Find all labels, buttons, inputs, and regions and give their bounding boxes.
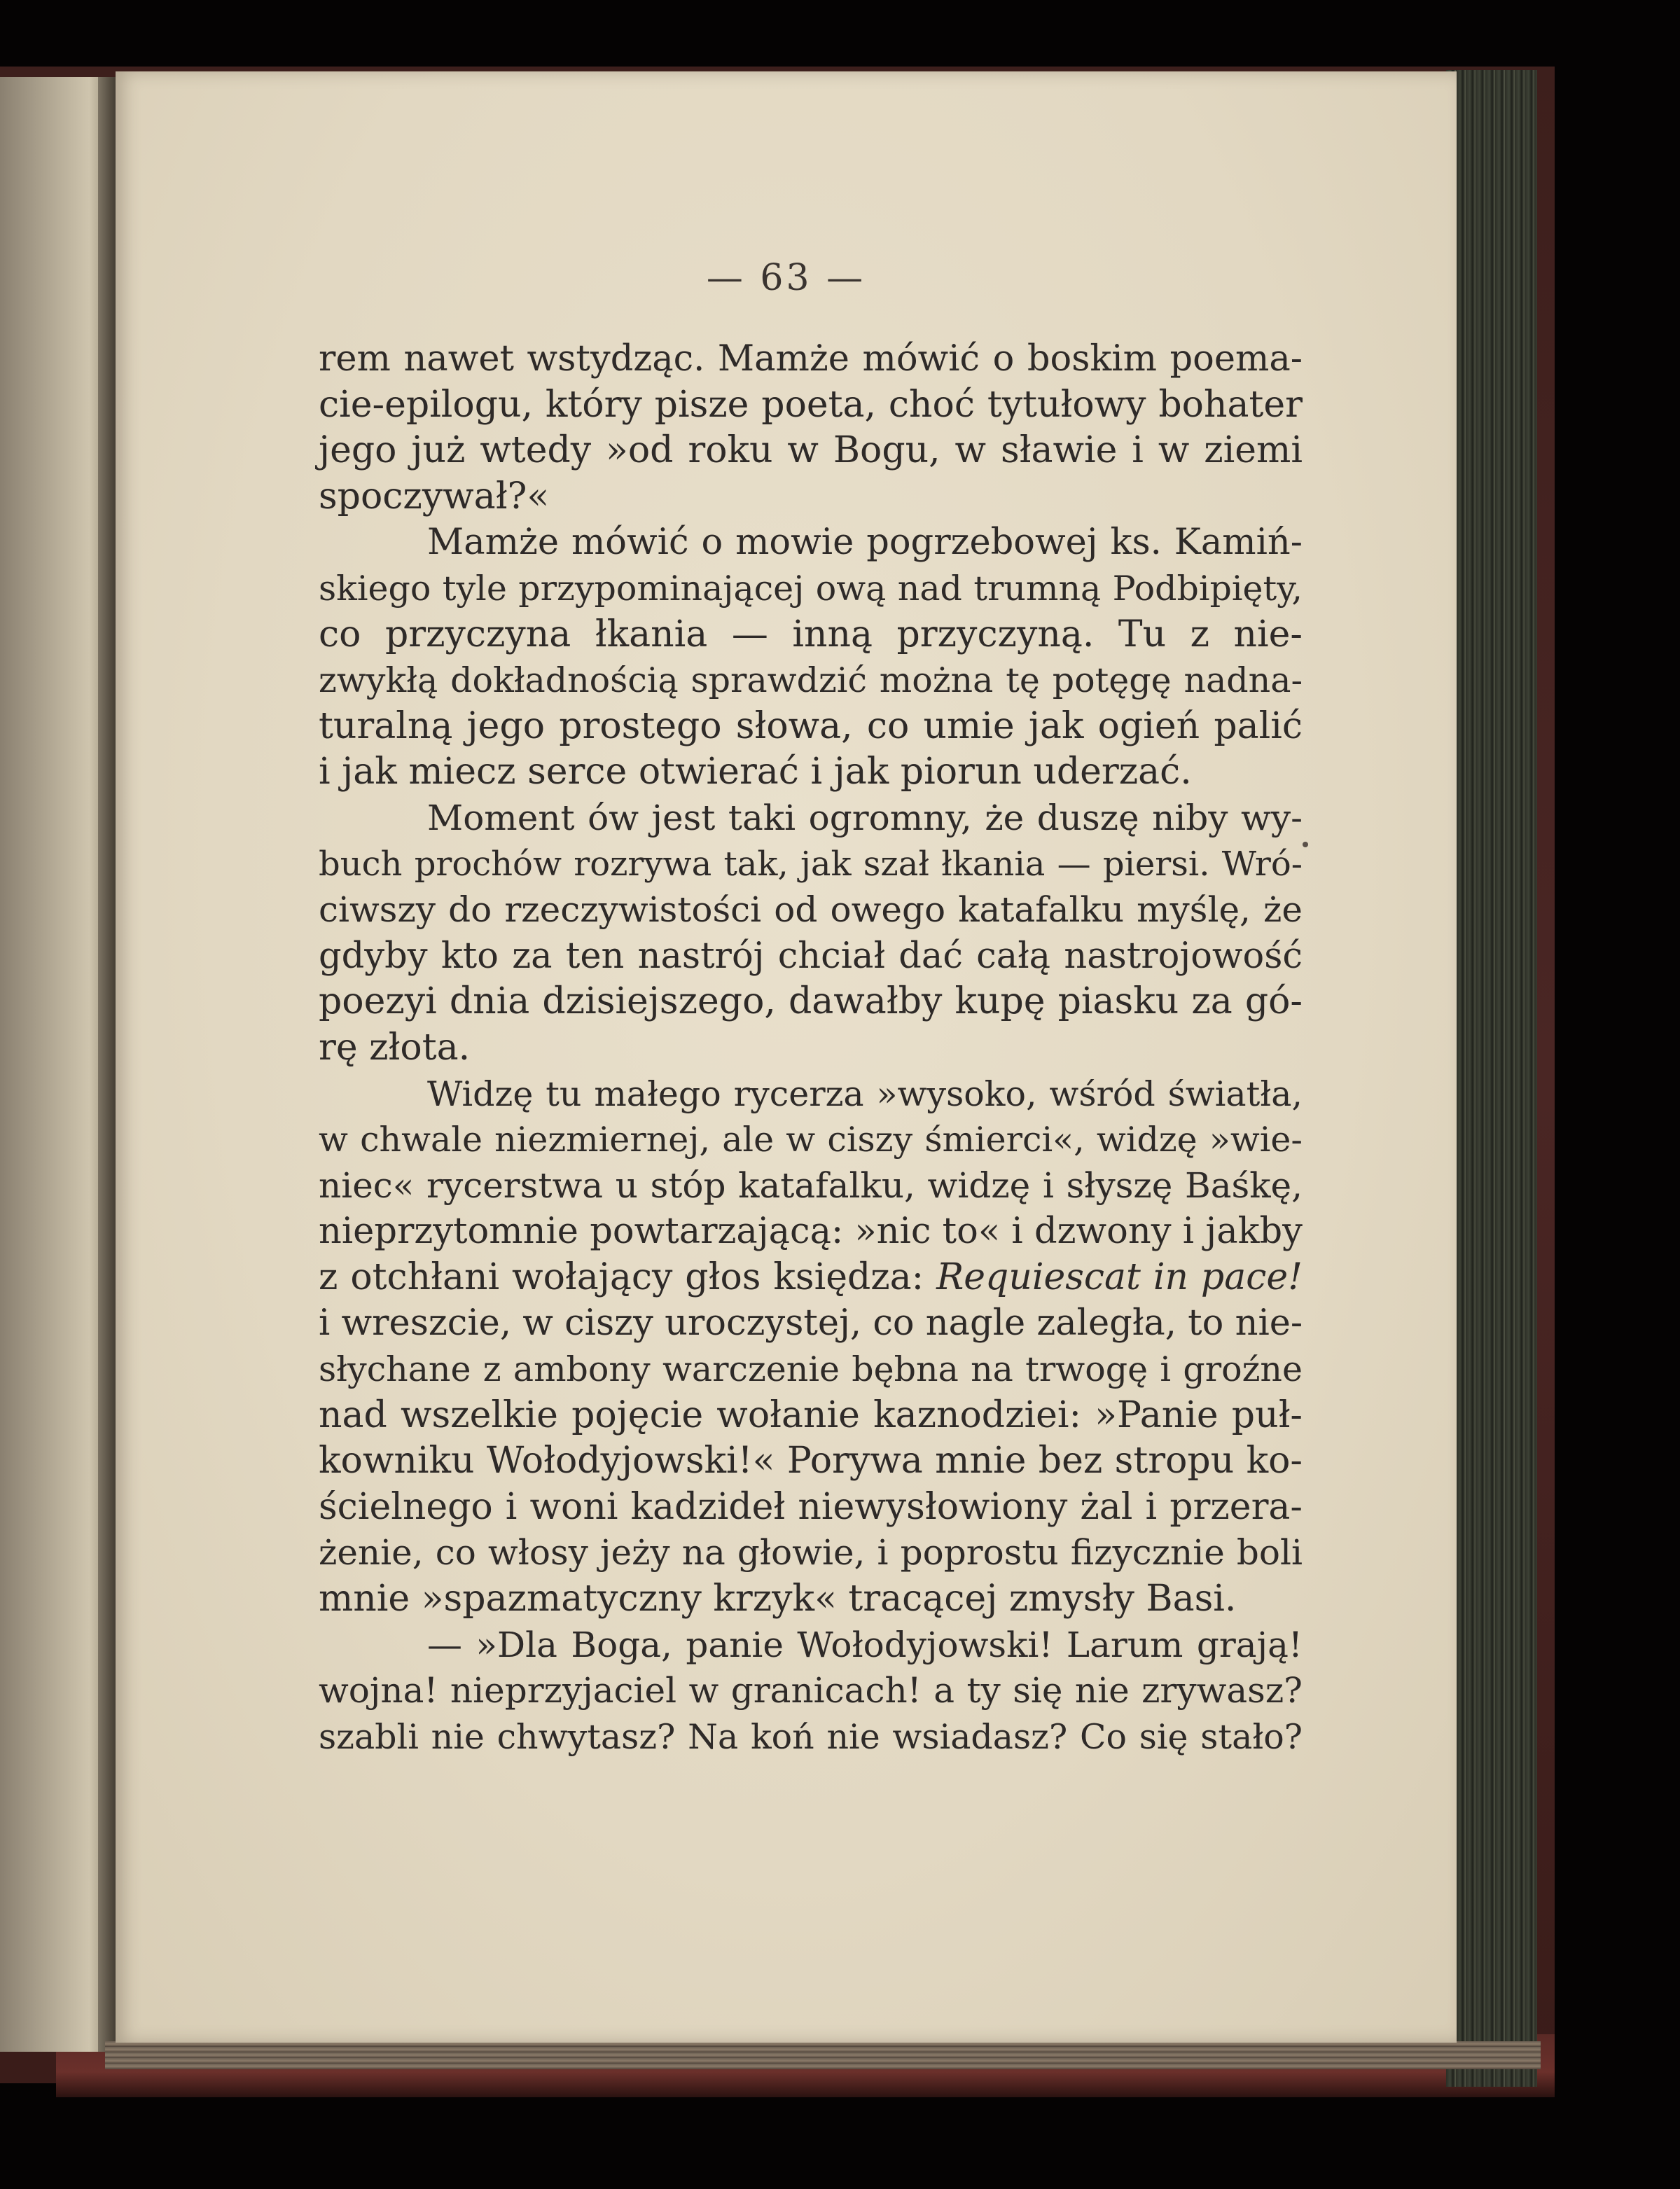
text-line — [319, 704, 1303, 750]
book-page — [116, 71, 1457, 2043]
text-line — [319, 336, 1303, 382]
text-line-content: zwykłą dokładnością sprawdzić można tę potęgę nadna- — [319, 660, 1303, 701]
facing-page-edge — [0, 77, 105, 2052]
text-line — [319, 428, 1303, 474]
text-line — [319, 1117, 1303, 1163]
text-line — [319, 979, 1303, 1025]
page-number: — 63 — — [706, 257, 866, 299]
text-line — [319, 1622, 1303, 1669]
text-line-content: co przyczyna łkania — inną przyczyną. Tu z nie- — [319, 613, 1303, 655]
page-block-bottom-edges — [105, 2041, 1541, 2069]
text-line — [319, 1714, 1303, 1760]
text-line — [319, 1393, 1303, 1439]
text-line-content: turalną jego prostego słowa, co umie jak ogień palić — [319, 704, 1303, 747]
text-line — [319, 749, 1303, 795]
text-line — [319, 1300, 1303, 1347]
text-line — [319, 1485, 1303, 1531]
text-line-content: spoczywał?« — [319, 475, 550, 517]
page-block-edges — [1446, 70, 1537, 2087]
text-line-content: jego już wtedy »od roku w Bogu, w sławie i w ziemi — [319, 429, 1303, 472]
text-line-content: szabli nie chwytasz? Na koń nie wsiadasz? Co się stało? — [319, 1716, 1303, 1757]
text-line — [319, 566, 1303, 612]
text-line — [319, 1347, 1303, 1393]
text-line-content: nieprzytomnie powtarzającą: »nic to« i dzwony i jakby — [319, 1211, 1303, 1253]
text-line — [319, 1530, 1303, 1576]
text-line-content: buch prochów rozrywa tak, jak szał łkania — piersi. Wró- — [319, 844, 1303, 884]
text-line-content: słychane z ambony warczenie bębna na trwogę i groźne — [319, 1349, 1303, 1390]
text-line-content: rem nawet wstydząc. Mamże mówić o boskim poema- — [319, 338, 1303, 380]
text-line — [319, 1209, 1303, 1255]
text-line-content: Widzę tu małego rycerza »wysoko, wśród światła, — [427, 1073, 1303, 1114]
text-line — [319, 612, 1303, 658]
text-line — [319, 887, 1303, 933]
text-line — [319, 795, 1303, 842]
text-line — [319, 1071, 1303, 1118]
text-line — [319, 520, 1303, 566]
text-line-content: rę złota. — [319, 1026, 471, 1069]
text-line — [319, 382, 1303, 429]
text-line-content: Moment ów jest taki ogromny, że duszę niby wy- — [427, 797, 1303, 838]
text-line — [319, 1576, 1303, 1622]
text-line-content: nad wszelkie pojęcie wołanie kaznodziei: »Panie puł- — [319, 1394, 1303, 1436]
text-line-content: skiego tyle przypominającej ową nad trumną Podbipięty, — [319, 568, 1303, 609]
text-line — [319, 1438, 1303, 1485]
text-line-content: z otchłani wołający głos księdza: — [319, 1256, 937, 1298]
text-line-content: żenie, co włosy jeży na głowie, i poprostu fizycznie boli — [319, 1532, 1303, 1573]
text-line-content: w chwale niezmiernej, ale w ciszy śmierci«, widzę »wie- — [319, 1120, 1303, 1160]
text-line-content: i jak miecz serce otwierać i jak piorun uderzać. — [319, 751, 1192, 793]
text-line-content: wojna! nieprzyjaciel w granicach! a ty się nie zrywasz? — [319, 1670, 1303, 1711]
text-line-content: mnie »spazmatyczny krzyk« tracącej zmysły Basi. — [319, 1578, 1237, 1620]
text-line-content: ciwszy do rzeczywistości od owego katafalku myślę, że — [319, 889, 1303, 931]
text-line — [319, 1163, 1303, 1209]
text-line-content: cie-epilogu, który pisze poeta, choć tytułowy bohater — [319, 383, 1303, 426]
paper-speck — [1303, 842, 1308, 847]
page-body-text — [319, 336, 1303, 1760]
text-line-content: kowniku Wołodyjowski!« Porywa mnie bez stropu ko- — [319, 1440, 1303, 1482]
text-line — [319, 842, 1303, 888]
italic-phrase: Requiescat in pace! — [936, 1256, 1303, 1298]
text-line — [319, 933, 1303, 980]
text-line — [319, 658, 1303, 704]
text-line-content: poezyi dnia dzisiejszego, dawałby kupę piasku za gó- — [319, 980, 1303, 1023]
text-line-content: ścielnego i woni kadzideł niewysłowiony żal i przera- — [319, 1485, 1303, 1528]
text-line-content: — »Dla Boga, panie Wołodyjowski! Larum grają! — [427, 1624, 1303, 1665]
text-line-content: niec« rycerstwa u stóp katafalku, widzę i słyszę Baśkę, — [319, 1165, 1303, 1206]
text-line — [319, 474, 1303, 520]
text-line — [319, 1025, 1303, 1071]
text-line — [319, 1255, 1303, 1301]
text-line-content: gdyby kto za ten nastrój chciał dać całą nastrojowość — [319, 935, 1303, 977]
text-line-content: Mamże mówić o mowie pogrzebowej ks. Kamiń- — [427, 522, 1303, 564]
text-line-content: i wreszcie, w ciszy uroczystej, co nagle zaległa, to nie- — [319, 1302, 1303, 1344]
text-line — [319, 1668, 1303, 1714]
